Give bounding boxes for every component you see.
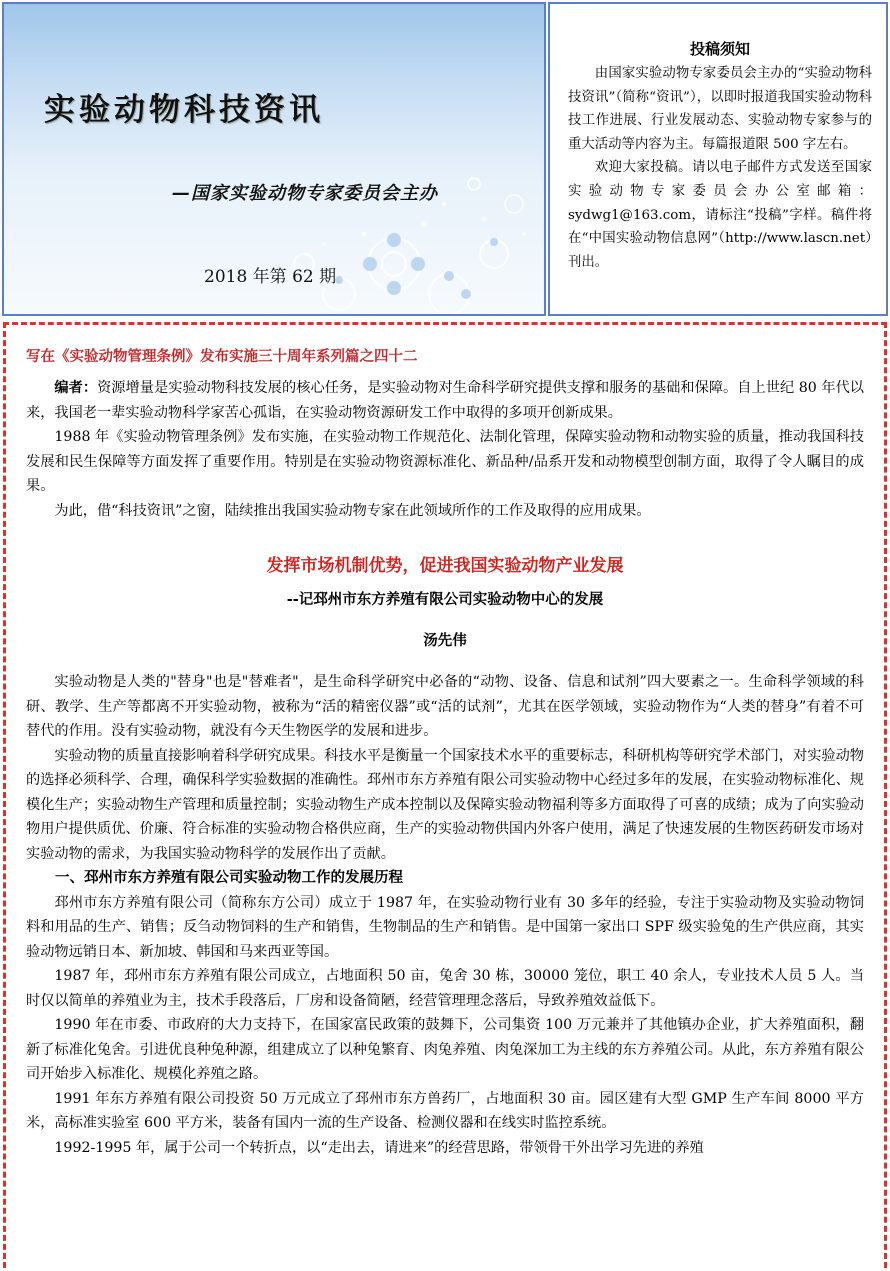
editor-text: 资源增量是实验动物科技发展的核心任务，是实验动物对生命科学研究提供支撑和服务的基础和保障。自上世纪 80 年代以来，我国老一辈实验动物科学家苦心孤诣，在实验动物资源研发工作中取得的多项开创新成果。	[26, 380, 864, 421]
newsletter-sponsor: —国家实验动物专家委员会主办	[172, 183, 438, 204]
newsletter-title: 实验动物科技资讯	[44, 92, 324, 128]
body-paragraph: 1987 年，邳州市东方养殖有限公司成立，占地面积 50 亩，兔舍 30 栋，30000 笼位，职工 40 余人，专业技术人员 5 人。当时仅以简单的养殖业为主，技术手段落后，厂房和设备简陋，经营管理理念落后，导致养殖效益低下。	[26, 968, 864, 1009]
body-paragraph: 实验动物是人类的"替身"也是"替难者"，是生命科学研究中必备的“动物、设备、信息和试剂”四大要素之一。生命科学领域的科研、教学、生产等都离不开实验动物，被称为“活的精密仪器”或“活的试剂”，尤其在医学领域，实验动物作为“人类的替身”有着不可替代的作用。没有实验动物，就没有今天生物医学的发展和进步。	[26, 674, 864, 739]
notice-paragraph: 由国家实验动物专家委员会主办的“实验动物科技资讯”（简称“资讯”），以即时报道我国实验动物科技工作进展、行业发展动态、实验动物专家参与的重大活动等内容为主。每篇报道限 500 字左右。	[568, 66, 872, 152]
body-paragraph: 实验动物的质量直接影响着科学研究成果。科技水平是衡量一个国家技术水平的重要标志，科研机构等研究学术部门，对实验动物的选择必须科学、合理，确保科学实验数据的准确性。邳州市东方养殖有限公司实验动物中心经过多年的发展，在实验动物标准化、规模化生产；实验动物生产管理和质量控制；实验动物生产成本控制以及保障实验动物福利等多方面取得了可喜的成绩；成为了向实验动物用户提供质优、价廉、符合标准的实验动物合格供应商，生产的实验动物供国内外客户使用，满足了快速发展的生物医药研发市场对实验动物的需求，为我国实验动物科学的发展作出了贡献。	[26, 747, 864, 862]
body-paragraph: 1991 年东方养殖有限公司投资 50 万元成立了邳州市东方兽药厂，占地面积 30 亩。园区建有大型 GMP 生产车间 8000 平方米，高标准实验室 600 平方米，装备有国内一流的生产设备、检测仪器和在线实时监控系统。	[26, 1090, 864, 1131]
article-content	[3, 322, 887, 1268]
header	[0, 0, 890, 318]
submission-notice	[548, 2, 888, 316]
article-title: 发挥市场机制优势，促进我国实验动物产业发展	[266, 556, 624, 576]
notice-title: 投稿须知	[689, 40, 750, 58]
section-heading: 一、邳州市东方养殖有限公司实验动物工作的发展历程	[55, 870, 403, 886]
editor-paragraph: 1988 年《实验动物管理条例》发布实施，在实验动物工作规范化、法制化管理，保障实验动物和动物实验的质量，推动我国科技发展和民生保障等方面发挥了重要作用。特别是在实验动物资源标准化、新品种/品系开发和动物模型创制方面，取得了令人瞩目的成果。	[26, 429, 864, 494]
body-paragraph: 1990 年在市委、市政府的大力支持下，在国家富民政策的鼓舞下，公司集资 100 万元兼并了其他镇办企业，扩大养殖面积，翻新了标准化兔舍。引进优良种兔种源，组建成立了以种兔繁育、肉兔养殖、肉兔深加工为主线的东方养殖公司。从此，东方养殖有限公司开始步入标准化、规模化养殖之路。	[26, 1017, 864, 1082]
editor-paragraph: 为此，借“科技资讯”之窗，陆续推出我国实验动物专家在此领域所作的工作及取得的应用成果。	[54, 502, 651, 519]
body-paragraph: 邳州市东方养殖有限公司（简称东方公司）成立于 1987 年，在实验动物行业有 30 多年的经验，专注于实验动物及实验动物饲料和用品的生产、销售；反刍动物饲料的生产和销售，生物制品的生产和销售。是中国第一家出口 SPF 级实验兔的生产供应商，其实验动物远销日本、新加坡、韩国和马来西亚等国。	[26, 894, 864, 960]
notice-paragraph: 欢迎大家投稿。请以电子邮件方式发送至国家实验动物专家委员会办公室邮箱：sydwg1@163.com，请标注“投稿”字样。稿件将在“中国实验动物信息网”（http://www.lascn.net）刊出。	[568, 160, 872, 270]
article-author: 汤先伟	[423, 633, 467, 649]
issue-number: 2018 年第 62 期	[204, 267, 337, 287]
article-subtitle: --记邳州市东方养殖有限公司实验动物中心的发展	[286, 592, 604, 608]
editor-note	[26, 376, 864, 425]
flower-decoration-icon	[244, 144, 544, 314]
editor-label: 编者：	[54, 380, 98, 396]
masthead-banner	[2, 2, 546, 316]
body-paragraph: 1992-1995 年，属于公司一个转折点，以“走出去，请进来”的经营思路，带领骨干外出学习先进的养殖	[54, 1139, 704, 1156]
series-title: 写在《实验动物管理条例》发布实施三十周年系列篇之四十二	[26, 349, 418, 365]
